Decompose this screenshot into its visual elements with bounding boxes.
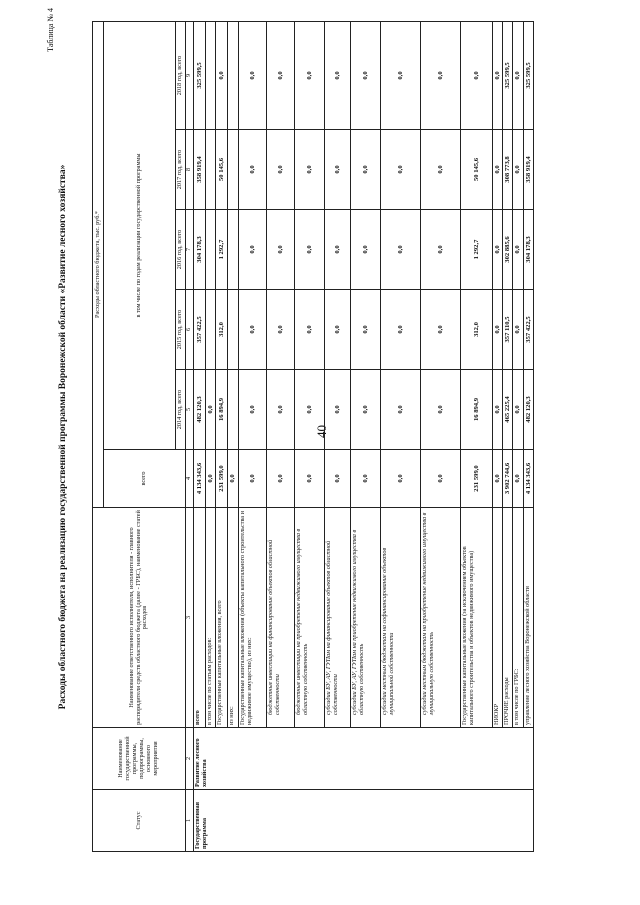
column-index-row [186, 21, 194, 851]
value-2015: 312,0 [460, 290, 492, 370]
value-2018: 0,0 [238, 21, 266, 129]
value-2014 [228, 370, 238, 450]
header-status: Статус [93, 790, 186, 852]
row-name: субсидии местным бюджетам на приобретение недвижимого имущества в муниципальную собственность [420, 508, 460, 728]
header-year-2016: 2016 год, всего [176, 210, 186, 290]
row-name: ПРОЧИЕ расходы [503, 508, 513, 728]
column-index: 7 [186, 210, 194, 290]
row-name: управление лесного хозяйства Воронежской области [523, 508, 533, 728]
table-row [420, 21, 460, 851]
value-2015: 0,0 [492, 290, 502, 370]
value-2017: 358 919,4 [193, 130, 205, 210]
value-2016: 302 885,6 [503, 210, 513, 290]
value-2014: 465 225,4 [503, 370, 513, 450]
value-2015: 0,0 [238, 290, 266, 370]
value-2016: 0,0 [350, 210, 380, 290]
value-2015: 0,0 [513, 290, 523, 370]
value-2014: 0,0 [380, 370, 420, 450]
value-2016: 0,0 [380, 210, 420, 290]
status-cell: Государственная программа [193, 790, 533, 852]
row-total: 0,0 [420, 450, 460, 508]
row-name: всего [193, 508, 205, 728]
value-2014: 0,0 [350, 370, 380, 450]
table-row [492, 21, 502, 851]
table-label: Таблица № 4 [46, 8, 55, 52]
value-2018 [228, 21, 238, 129]
value-2014: 0,0 [492, 370, 502, 450]
value-2014: 0,0 [205, 370, 215, 450]
value-2016: 0,0 [420, 210, 460, 290]
column-index: 6 [186, 290, 194, 370]
value-2016: 1 292,7 [216, 210, 228, 290]
value-2017: 50 145,6 [216, 130, 228, 210]
header-total: всего [104, 450, 186, 508]
value-2018: 0,0 [294, 21, 324, 129]
row-total: 3 902 744,6 [503, 450, 513, 508]
row-total: 231 599,0 [460, 450, 492, 508]
value-2016: 0,0 [513, 210, 523, 290]
column-index: 1 [186, 790, 194, 852]
value-2017: 0,0 [294, 130, 324, 210]
value-2018: 0,0 [380, 21, 420, 129]
value-2015: 0,0 [420, 290, 460, 370]
program-name-cell: Развитие лесного хозяйства [193, 728, 533, 790]
value-2018: 0,0 [420, 21, 460, 129]
value-2017 [228, 130, 238, 210]
value-2014: 0,0 [266, 370, 294, 450]
column-index: 3 [186, 508, 194, 728]
row-name: бюджетные инвестиции на приобретение недвижимого имущества в областную собственность [294, 508, 324, 728]
table-row [193, 21, 205, 851]
value-2017 [205, 130, 215, 210]
value-2017: 50 145,6 [460, 130, 492, 210]
row-name: в том числе по статьям расходов: [205, 508, 215, 728]
value-2015 [205, 290, 215, 370]
document-title: Расходы областного бюджета на реализацию государственной программы Воронежской области «Развитие лесного хозяйства» [58, 164, 68, 710]
value-2016: 0,0 [294, 210, 324, 290]
value-2014: 0,0 [513, 370, 523, 450]
value-2017: 0,0 [324, 130, 350, 210]
row-total: 0,0 [205, 450, 215, 508]
row-total: 4 134 343,6 [193, 450, 205, 508]
row-name: Государственные капитальные вложения (объекты капитального строительства и недвижимое имущество), из них: [238, 508, 266, 728]
table-row [513, 21, 523, 851]
value-2014: 16 894,9 [460, 370, 492, 450]
header-by-year-group: в том числе по годам реализации государственной программы [104, 21, 176, 449]
column-index: 9 [186, 21, 194, 129]
value-2016: 304 178,3 [523, 210, 533, 290]
value-2015 [228, 290, 238, 370]
value-2018: 325 599,5 [193, 21, 205, 129]
value-2018: 325 599,5 [523, 21, 533, 129]
header-expenses-group: Расходы областного бюджета, тыс. руб.* [93, 21, 104, 507]
value-2015: 0,0 [294, 290, 324, 370]
row-total: 231 599,0 [216, 450, 228, 508]
value-2016: 304 178,3 [193, 210, 205, 290]
row-name: Государственные капитальные вложения (за исключением объектов капитального строительства и объектов недвижимого имущества) [460, 508, 492, 728]
value-2017: 0,0 [380, 130, 420, 210]
value-2017: 0,0 [513, 130, 523, 210]
value-2016 [205, 210, 215, 290]
value-2014: 0,0 [238, 370, 266, 450]
value-2017: 0,0 [492, 130, 502, 210]
rotated-page-content [46, 8, 592, 852]
expenses-table [92, 21, 534, 852]
value-2018: 325 599,5 [503, 21, 513, 129]
value-2014: 482 120,3 [523, 370, 533, 450]
value-2017: 358 919,4 [523, 130, 533, 210]
table-row [350, 21, 380, 851]
table-row [205, 21, 215, 851]
header-program-name: Наименование государственной программы, подпрограммы, основного мероприятия [93, 728, 186, 790]
value-2015: 0,0 [350, 290, 380, 370]
value-2018: 0,0 [460, 21, 492, 129]
column-index: 2 [186, 728, 194, 790]
row-total: 0,0 [294, 450, 324, 508]
value-2018: 0,0 [513, 21, 523, 129]
row-total: 0,0 [350, 450, 380, 508]
row-name: Государственные капитальные вложения, всего [216, 508, 228, 728]
table-row [216, 21, 228, 851]
row-name: НИОКР [492, 508, 502, 728]
value-2018: 0,0 [266, 21, 294, 129]
page-number: 40 [314, 425, 329, 438]
header-year-2015: 2015 год, всего [176, 290, 186, 370]
value-2015: 0,0 [380, 290, 420, 370]
value-2015: 312,0 [216, 290, 228, 370]
table-row [523, 21, 533, 851]
row-total: 0,0 [380, 450, 420, 508]
value-2014: 0,0 [294, 370, 324, 450]
row-total: 0,0 [228, 450, 238, 508]
value-2016 [228, 210, 238, 290]
value-2017: 0,0 [350, 130, 380, 210]
row-name: бюджетные инвестиции на финансирование объектов областной собственности [266, 508, 294, 728]
value-2016: 0,0 [324, 210, 350, 290]
value-2015: 0,0 [324, 290, 350, 370]
value-2017: 0,0 [420, 130, 460, 210]
table-row [460, 21, 492, 851]
value-2016: 0,0 [266, 210, 294, 290]
header-year-2018: 2018 год, всего [176, 21, 186, 129]
row-name: из них: [228, 508, 238, 728]
header-year-2014: 2014 год, всего [176, 370, 186, 450]
value-2018: 0,0 [350, 21, 380, 129]
row-total: 0,0 [513, 450, 523, 508]
value-2014: 16 894,9 [216, 370, 228, 450]
column-index: 8 [186, 130, 194, 210]
table-row [380, 21, 420, 851]
value-2016: 0,0 [238, 210, 266, 290]
value-2015: 357 110,5 [503, 290, 513, 370]
value-2017: 308 773,8 [503, 130, 513, 210]
row-name: субсидии БУ, АУ, ГУПам на финансирование объектов областной собственности [324, 508, 350, 728]
row-name: субсидии местным бюджетам на софинансирование объектов муниципальной собственности [380, 508, 420, 728]
value-2018: 0,0 [492, 21, 502, 129]
row-total: 0,0 [266, 450, 294, 508]
value-2017: 0,0 [238, 130, 266, 210]
table-row [503, 21, 513, 851]
value-2017: 0,0 [266, 130, 294, 210]
value-2015: 0,0 [266, 290, 294, 370]
value-2018: 0,0 [216, 21, 228, 129]
column-index: 5 [186, 370, 194, 450]
value-2015: 357 422,5 [193, 290, 205, 370]
column-index: 4 [186, 450, 194, 508]
row-name: субсидии БУ, АУ, ГУПам на приобретение недвижимого имущества в областную собственность [350, 508, 380, 728]
row-name: в том числе по ГРБС: [513, 508, 523, 728]
value-2016: 0,0 [492, 210, 502, 290]
table-row [266, 21, 294, 851]
row-total: 0,0 [238, 450, 266, 508]
row-total: 0,0 [324, 450, 350, 508]
value-2015: 357 422,5 [523, 290, 533, 370]
table-row [294, 21, 324, 851]
header-executor: Наименование ответственного исполнителя, исполнителя - главного распорядителя средств областного бюджета (далее - ГРБС), наименование статей расходов [93, 508, 186, 728]
value-2018 [205, 21, 215, 129]
table-row [324, 21, 350, 851]
table-row [228, 21, 238, 851]
value-2018: 0,0 [324, 21, 350, 129]
row-total: 0,0 [492, 450, 502, 508]
row-total: 4 134 343,6 [523, 450, 533, 508]
value-2016: 1 292,7 [460, 210, 492, 290]
value-2014: 0,0 [324, 370, 350, 450]
table-row [238, 21, 266, 851]
value-2014: 482 120,3 [193, 370, 205, 450]
value-2014: 0,0 [420, 370, 460, 450]
header-year-2017: 2017 год, всего [176, 130, 186, 210]
